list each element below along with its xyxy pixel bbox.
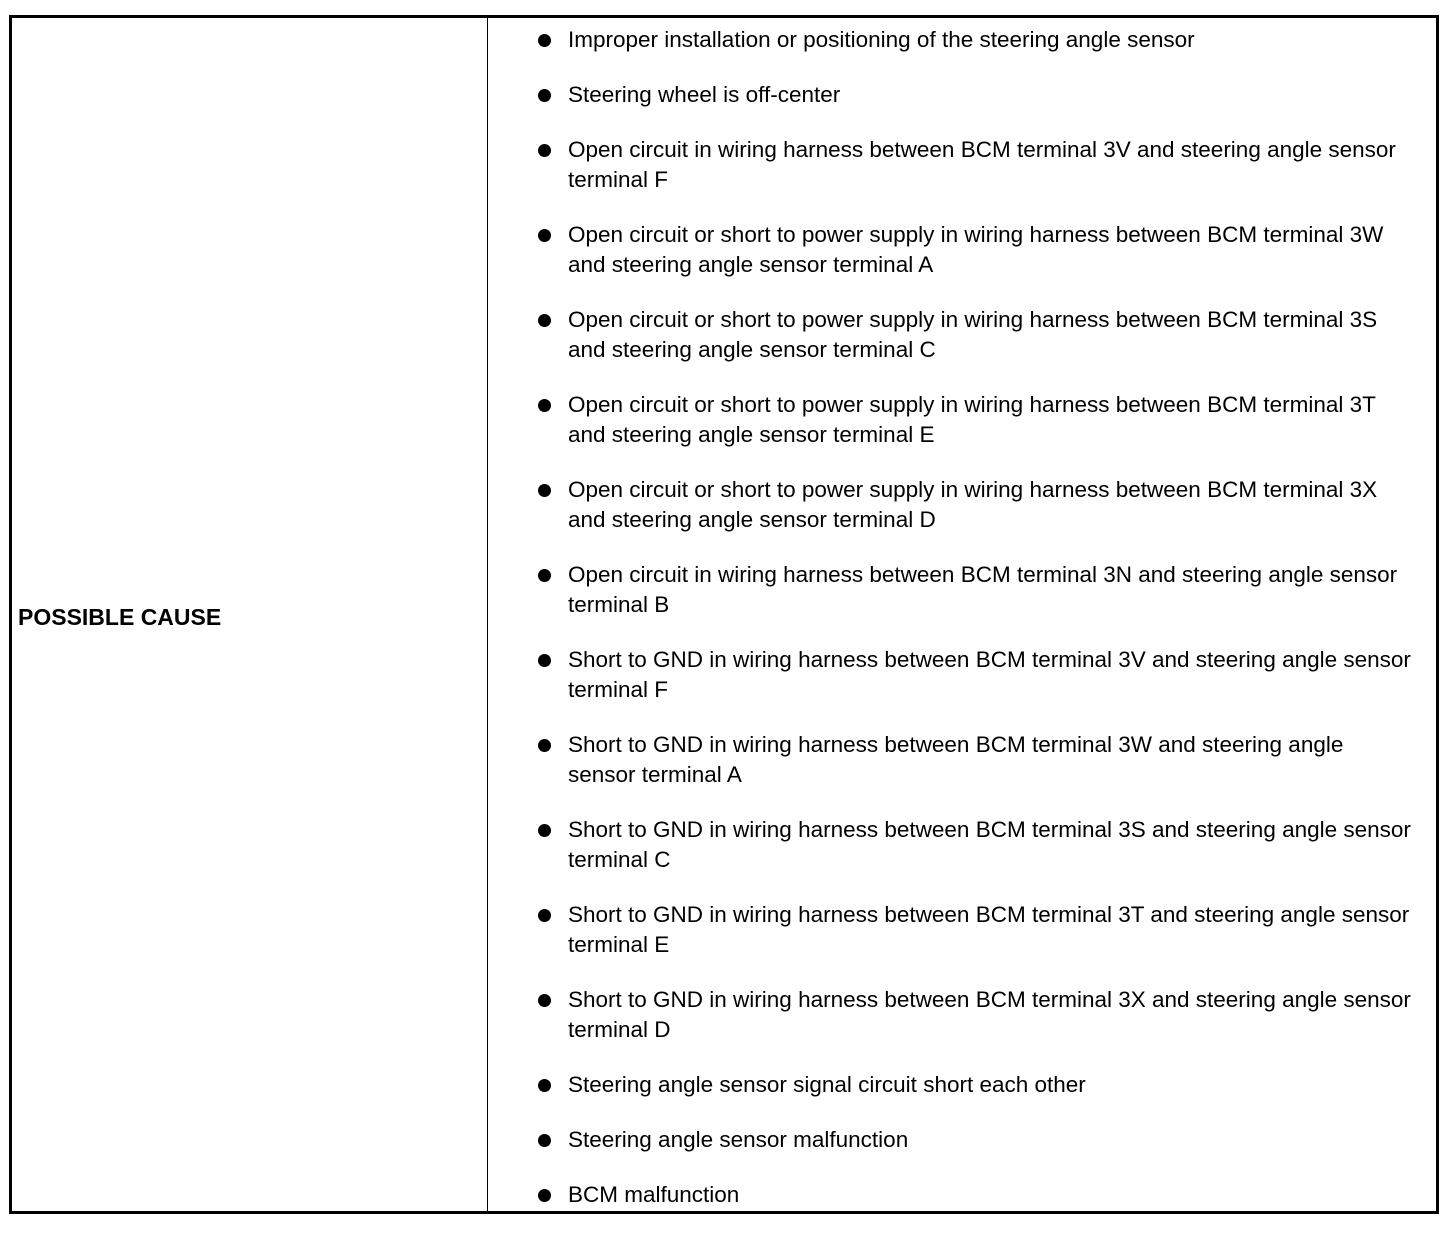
- cause-item: [488, 475, 1436, 535]
- cause-text: Steering wheel is off-center: [568, 82, 841, 107]
- cause-text: Open circuit or short to power supply in wiring harness between BCM terminal 3T and steering angle sensor terminal E: [568, 392, 1376, 447]
- cause-text: Improper installation or positioning of the steering angle sensor: [568, 27, 1195, 52]
- bullet-icon: [538, 314, 551, 327]
- bullet-icon: [538, 739, 551, 752]
- cause-text: Short to GND in wiring harness between BCM terminal 3T and steering angle sensor terminal E: [568, 902, 1410, 957]
- possible-cause-table: [9, 15, 1439, 1214]
- bullet-icon: [538, 1079, 551, 1092]
- cause-text: Open circuit or short to power supply in wiring harness between BCM terminal 3S and steering angle sensor terminal C: [568, 307, 1378, 362]
- cause-item: [488, 1070, 1436, 1100]
- bullet-icon: [538, 229, 551, 242]
- cause-text: Open circuit or short to power supply in wiring harness between BCM terminal 3X and steering angle sensor terminal D: [568, 477, 1378, 532]
- bullet-icon: [538, 569, 551, 582]
- cause-item: [488, 305, 1436, 365]
- cause-text: Open circuit in wiring harness between BCM terminal 3V and steering angle sensor terminal F: [568, 137, 1396, 192]
- cause-item: [488, 730, 1436, 790]
- cause-text: Short to GND in wiring harness between BCM terminal 3S and steering angle sensor terminal C: [568, 817, 1411, 872]
- cause-item: [488, 900, 1436, 960]
- cause-list: [488, 25, 1436, 1235]
- bullet-icon: [538, 89, 551, 102]
- cause-text: Steering angle sensor malfunction: [568, 1127, 909, 1152]
- bullet-icon: [538, 144, 551, 157]
- cause-text: Short to GND in wiring harness between BCM terminal 3X and steering angle sensor terminal D: [568, 987, 1411, 1042]
- bullet-icon: [538, 909, 551, 922]
- cause-item: [488, 80, 1436, 110]
- bullet-icon: [538, 994, 551, 1007]
- bullet-icon: [538, 484, 551, 497]
- cause-text: Short to GND in wiring harness between BCM terminal 3W and steering angle sensor terminal A: [568, 732, 1344, 787]
- cause-item: [488, 390, 1436, 450]
- bullet-icon: [538, 654, 551, 667]
- cause-item: [488, 560, 1436, 620]
- cause-item: [488, 1180, 1436, 1210]
- cause-item: [488, 220, 1436, 280]
- possible-cause-label: POSSIBLE CAUSE: [18, 604, 222, 630]
- bullet-icon: [538, 1134, 551, 1147]
- cause-text: Short to GND in wiring harness between BCM terminal 3V and steering angle sensor terminal F: [568, 647, 1411, 702]
- cause-text: Open circuit in wiring harness between BCM terminal 3N and steering angle sensor terminal B: [568, 562, 1398, 617]
- cause-item: [488, 815, 1436, 875]
- bullet-icon: [538, 824, 551, 837]
- bullet-icon: [538, 1189, 551, 1202]
- cause-text: BCM malfunction: [568, 1182, 740, 1207]
- cause-text: Steering angle sensor signal circuit short each other: [568, 1072, 1086, 1097]
- cause-item: [488, 1125, 1436, 1155]
- cause-item: [488, 985, 1436, 1045]
- cause-text: Open circuit or short to power supply in wiring harness between BCM terminal 3W and steering angle sensor terminal A: [568, 222, 1384, 277]
- bullet-icon: [538, 399, 551, 412]
- bullet-icon: [538, 34, 551, 47]
- cause-item: [488, 135, 1436, 195]
- label-cell: [12, 18, 488, 1211]
- cause-item: [488, 25, 1436, 55]
- causes-cell: [488, 18, 1436, 1211]
- cause-item: [488, 645, 1436, 705]
